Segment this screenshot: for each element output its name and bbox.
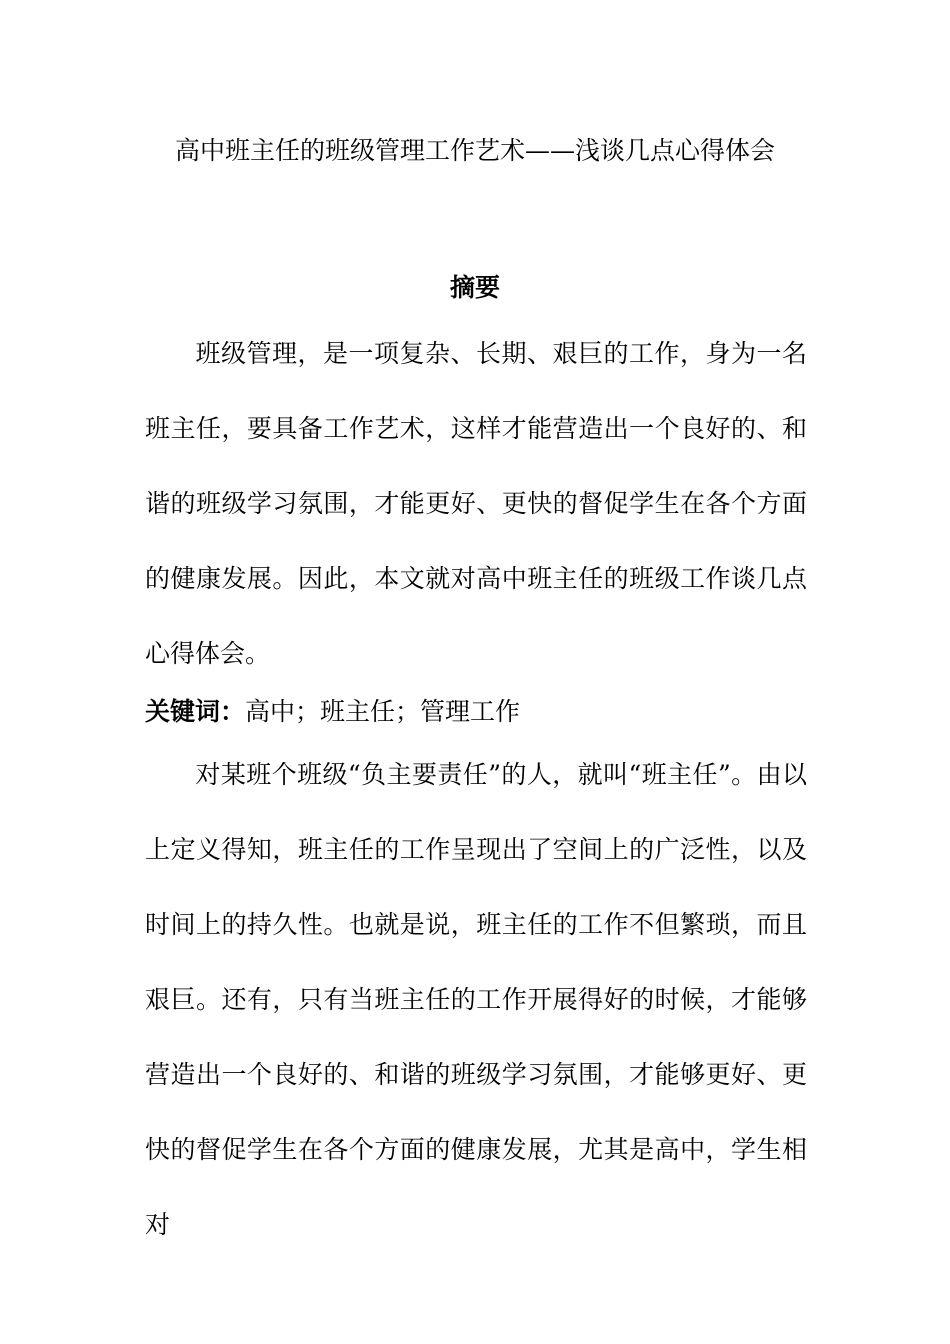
abstract-paragraph — [145, 316, 807, 691]
body-text: 对某班个班级“负主要责任”的人，就叫“班主任”。由以上定义得知，班主任的工作呈现出了空间上的广泛性，以及时间上的持久性。也就是说，班主任的工作不但繁琐，而且艰巨。还有，只有当班主任的工作开展得好的时候，才能够营造出一个良好的、和谐的班级学习氛围，才能够更好、更快的督促学生在各个方面的健康发展，尤其是高中，学生相对 — [145, 760, 808, 1239]
abstract-text: 班级管理，是一项复杂、长期、艰巨的工作，身为一名班主任，要具备工作艺术，这样才能营造出一个良好的、和谐的班级学习氛围，才能更好、更快的督促学生在各个方面的健康发展。因此，本文就对高中班主任的班级工作谈几点心得体会。 — [145, 339, 807, 668]
keywords-label: 关键词： — [145, 697, 246, 726]
keywords-line — [145, 692, 807, 732]
abstract-heading: 摘要 — [449, 273, 500, 302]
document-title: 高中班主任的班级管理工作艺术——浅谈几点心得体会 — [174, 136, 775, 165]
body-paragraph — [145, 737, 807, 1262]
keywords-values: 高中；班主任；管理工作 — [245, 697, 521, 726]
